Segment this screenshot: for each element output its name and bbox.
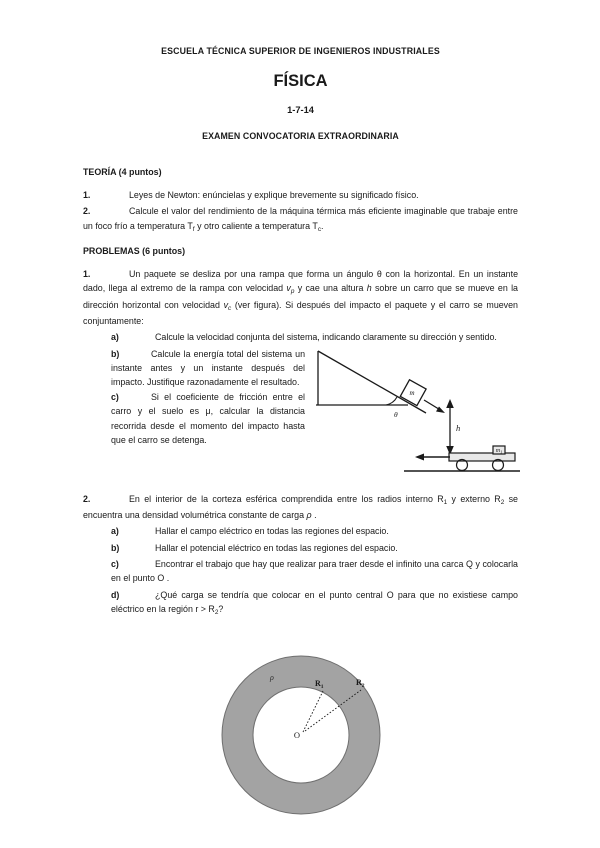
symbol-vp: v (286, 283, 291, 294)
problem-1-item-a-text: Calcule la velocidad conjunta del sistema, indicando claramente su dirección y sentido. (155, 332, 497, 343)
theory-item-1-number: 1. (83, 190, 91, 200)
problem-2-item-b (83, 541, 518, 555)
symbol-rho: ρ (306, 509, 312, 520)
spacer (83, 237, 518, 246)
problem-1-intro-part3: sobre un carro que se mueve en la dirección horizontal con velocidad (83, 283, 518, 310)
problem-2-item-b-text: Hallar el potencial eléctrico en todas las regiones del espacio. (155, 542, 398, 553)
cart (449, 446, 515, 471)
shell-outer-radius-label: $R_2$ (355, 678, 365, 690)
problem-1-text-column (83, 347, 305, 448)
problem-2-item-d-text-after: ? (218, 604, 224, 615)
exam-subtitle: EXAMEN CONVOCATORIA EXTRAORDINARIA (202, 131, 399, 141)
theory-item-2-subscript-f: f (192, 225, 195, 233)
page-content (83, 46, 518, 830)
theory-item-2 (83, 204, 518, 235)
shell-inner-radius-label: $R_1$ (314, 679, 324, 691)
problem-2-item-d (83, 588, 518, 619)
theory-item-2-text-before: Calcule el valor del rendimiento de la máquina térmica más eficiente imaginable que trabaje entre un foco frío a temperatura T (83, 206, 518, 231)
problem-1-item-b (83, 347, 305, 390)
problem-2-item-c-label: c) (111, 559, 119, 569)
theory-item-1-text: Leyes de Newton: enúncielas y explique brevemente su significado físico. (129, 190, 419, 200)
problem-1-item-c (83, 390, 305, 448)
problem-2-intro (83, 492, 518, 523)
exam-date: 1-7-14 (287, 105, 314, 115)
spherical-shell-diagram (186, 640, 416, 830)
problem-2-number: 2. (83, 493, 91, 504)
section-heading-problemas: PROBLEMAS (6 puntos) (83, 246, 186, 256)
symbol-h: h (366, 283, 372, 294)
theory-item-2-subscript-c: c (317, 225, 322, 233)
problem-1-number: 1. (83, 269, 91, 279)
ramp-angle-arc (386, 397, 397, 405)
problem-2-intro-part4: . (311, 509, 317, 520)
problem-2-intro-part2: y externo R (447, 493, 501, 504)
problem-2-subscript-r1: 1 (443, 498, 448, 506)
problem-2-intro-part3: se encuentra una densidad volumétrica constante de carga (83, 493, 518, 520)
problem-2-intro-part1: En el interior de la corteza esférica comprendida entre los radios interno R (129, 493, 444, 504)
problem-2-item-a (83, 524, 518, 538)
shell-inner-boundary (253, 687, 349, 783)
problem-2-item-b-label: b) (111, 542, 120, 553)
spacer (83, 475, 518, 492)
problem-2-item-a-label: a) (111, 526, 119, 537)
shell-inner-radius-line (303, 691, 323, 732)
section-heading-teoria: TEORÍA (4 puntos) (83, 167, 162, 177)
ramp-cart-diagram (308, 343, 520, 475)
shell-center-label: O (293, 730, 300, 741)
ramp-angle-label: θ (394, 409, 398, 419)
theory-item-2-text-after: . (321, 220, 324, 231)
problem-1-intro (83, 267, 518, 328)
page-header-school: ESCUELA TÉCNICA SUPERIOR DE INGENIEROS INDUSTRIALES (161, 46, 440, 56)
problem-2-item-c (83, 557, 518, 586)
ramp-velocity-arrow (424, 400, 445, 413)
problem-2-item-d-label: d) (111, 589, 120, 600)
symbol-vc: v (223, 299, 229, 310)
symbol-vc-subscript: c (228, 304, 232, 312)
problem-1-body-with-figure (83, 347, 518, 475)
symbol-vp-subscript: p (290, 288, 295, 296)
page-title: FÍSICA (273, 72, 328, 90)
cart-mass-label: $m_1$ (495, 447, 503, 455)
theory-item-1 (83, 188, 518, 202)
package-block-label: m (409, 388, 415, 397)
shell-density-label: ρ (269, 673, 274, 683)
problem-2-subscript-r2: 2 (500, 498, 505, 506)
theory-item-2-text-mid: y otro caliente a temperatura T (194, 220, 318, 231)
problem-1-intro-part1: Un paquete se desliza por una rampa que forma un ángulo θ con la horizontal. En un instante dado, llega al extremo de la rampa con velocidad (83, 269, 518, 294)
problem-1-item-a-label: a) (111, 332, 119, 343)
problem-2-item-a-text: Hallar el campo eléctrico en todas las regiones del espacio. (155, 526, 389, 537)
package-block (400, 379, 426, 405)
cart-velocity-arrow (415, 453, 450, 460)
height-arrow (446, 399, 460, 455)
problem-1-item-c-label: c) (111, 391, 119, 402)
problem-1-item-c-text: Si el coeficiente de fricción entre el carro y el suelo es μ, calcular la distancia recorrida desde el momento del impacto hasta que el carro se detenga. (111, 391, 305, 446)
theory-item-2-number: 2. (83, 206, 91, 217)
problem-2-item-d-subscript: 2 (214, 609, 219, 617)
problem-2-item-c-text: Encontrar el trabajo que hay que realizar para traer desde el infinito una carca Q y colocarla en el punto O . (111, 559, 518, 584)
height-arrow-label: h (456, 422, 461, 433)
problem-1-item-b-label: b) (111, 348, 120, 359)
problem-1-intro-part4: (ver figura). Si después del impacto el paquete y el carro se mueven conjuntamente: (83, 299, 518, 326)
problem-2-item-d-text-before: ¿Qué carga se tendría que colocar en el punto central O para que no existiese campo eléctrico en la región r > R (111, 589, 518, 615)
problem-1-intro-part2: y cae una altura (294, 283, 367, 294)
problem-1-item-b-text: Calcule la energía total del sistema un instante antes y un instante después del impacto. Justifique razonadamente el resultado. (111, 348, 305, 388)
